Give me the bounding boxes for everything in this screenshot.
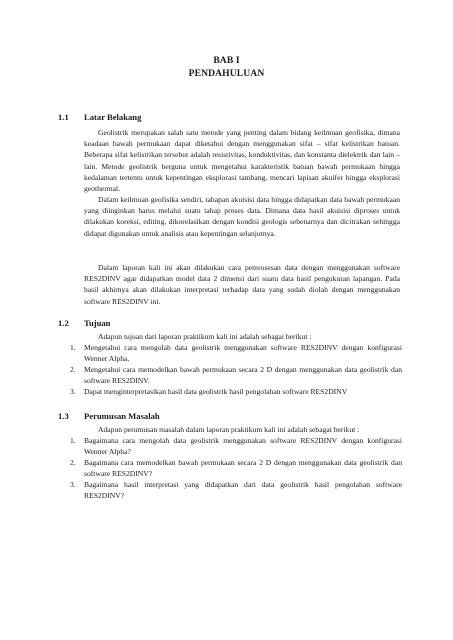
list-number: 1. — [70, 436, 76, 445]
list-text: Dapat menginterpretasikan hasil data geolistrik hasil pengolahan software RES2DINV — [84, 387, 348, 396]
list-number: 2. — [70, 365, 76, 374]
objectives-list — [70, 342, 402, 397]
section-title: Tujuan — [84, 318, 111, 328]
list-text: Bagaimana cara mengolah data geolistrik menggunakan software RES2DINV dengan konfigurasi Wenner Alpha? — [84, 436, 402, 456]
list-item — [70, 342, 402, 364]
list-item — [70, 479, 402, 501]
chapter-title: PENDAHULUAN — [188, 68, 265, 79]
list-number: 1. — [70, 343, 76, 352]
list-item — [70, 457, 402, 479]
list-intro: Adapun tujuan dari laporan praktikum kali ini adalah sebagai berikut : — [98, 332, 312, 341]
chapter-number: BAB I — [213, 55, 240, 66]
list-number: 2. — [70, 458, 76, 467]
list-text: Mengetahui cara memodelkan bawah permukaan secara 2 D dengan menggunakan data geolistrik dan software RES2DINV. — [84, 365, 402, 385]
list-item — [70, 364, 402, 386]
section-number: 1.1 — [58, 112, 69, 122]
paragraph: Geolistrik merupakan salah satu metode yang penting dalam bidang keilmuan geofisika, dimana keadaan bawah permukaan dapat diketahui dengan menggunakan sifat – sifat kelistrikan batuan. Beberapa sifat kelistrikan tersebut adalah resistivitas, konduktivitas, dan konstanta dielektrik dan lain – lain. Metode geolistrik berguna untuk mengetahui karakteristik batuan bawah permukaan hingga kedalaman tertentu untuk kepentingan eksplorasi tambang, mencari lapisan akuifer hingga eksplorasi geothermal. — [84, 128, 400, 194]
paragraph: Dalam laporan kali ini akan dilakukan cara pemrosesan data dengan menggunakan software RES2DINV agar didapatkan model data 2 dimensi dari suatu data hasil pengukuran lapangan. Pada hasil akhirnya akan dilakukan interpretasi terhadap data yang sudah diolah dengan menggunakan software RES2DINV ini. — [84, 263, 400, 306]
list-number: 3. — [70, 387, 76, 396]
list-text: Mengetahui cara mengolah data geolistrik menggunakan software RES2DINV dengan konfigurasi Wenner Alpha. — [84, 343, 402, 363]
list-text: Bagaimana cara memodelkan bawah permukaan secara 2 D dengan menggunakan data geolistrik dan software RES2DINV? — [84, 458, 402, 478]
section-title: Perumusan Masalah — [84, 411, 160, 421]
problem-list — [70, 435, 402, 501]
list-item — [70, 435, 402, 457]
section-number: 1.2 — [58, 318, 69, 328]
list-text: Bagaimana hasil interpretasi yang didapatkan dari data geolistrik hasil pengolahan software RES2DINV? — [84, 480, 402, 500]
section-title: Latar Belakang — [84, 112, 142, 122]
section-number: 1.3 — [58, 411, 69, 421]
list-intro: Adapun perumusan masalah dalam laporan praktikum kali ini adalah sebagai berikut : — [98, 425, 360, 434]
list-number: 3. — [70, 480, 76, 489]
paragraph: Dalam keilmuan geofisika sendiri, tahapan akuisisi data hingga didapatkan data bawah permukaan yang diinginkan harus melalui suatu tahap proses data. Dimana data hasil akuisisi diproses untuk dilakukan koreksi, editing, dikorelasikan dengan kondisi geologis sebenarnya dan dicitrakan sehingga didapat digunakan untuk analisis atau kepentingan selanjutnya. — [84, 195, 400, 238]
list-item — [70, 386, 402, 397]
